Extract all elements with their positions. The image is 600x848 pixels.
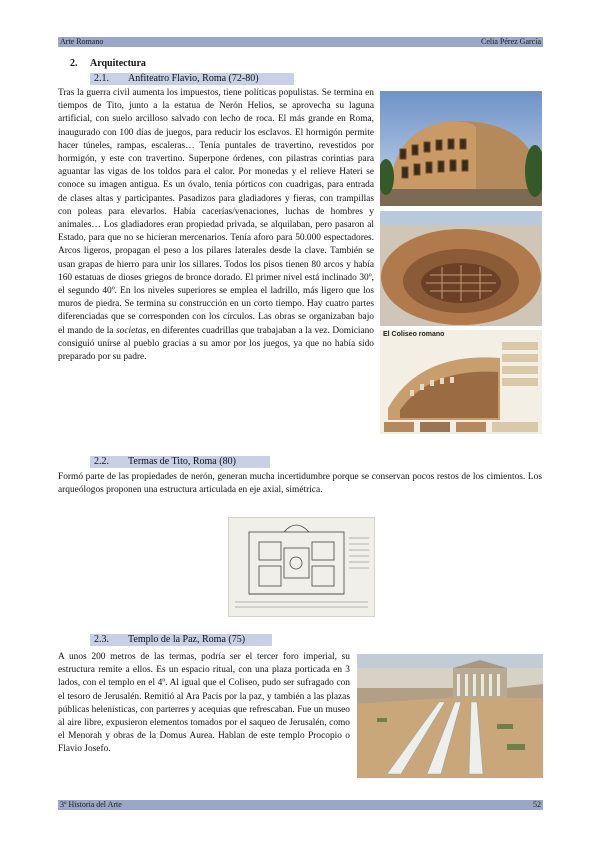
page-header	[58, 37, 543, 47]
section-title: Arquitectura	[90, 58, 146, 69]
subsection-title: Termas de Tito, Roma (80)	[128, 456, 236, 467]
subsection-number: 2.1.	[94, 73, 109, 84]
paragraph-anfiteatro: Tras la guerra civil aumenta los impuestos, tiene políticas populistas. Se termina en tiempos de Tito, junto a la estatua de Nerón Helios, se aprovecha su laguna artificial, con suelo arcilloso salvado con lecho de roca. El más grande en Roma, inaugurado con 100 días de juegos, para reducir los esclavos. El hormigón permite hacer túneles, rampas, escaleras… Tenía puntales de travertino, revestidos por hormigón, y este con travertino. Superpone órdenes, con pilastras corintias para aguantar las vigas de los toldos para el calor. Por monedas y el relieve Hateri se conoce su imagen antigua. Es un óvalo, tenía pórticos con cuadrigas, para entrada de clases altas y participantes. Pasadizos para gladiadores y fieras, con trampillas con poleas para elevarlos. Había cacerías/venaciones, luchas de hombres y animales… Los gladiadores eran propiedad privada, se alquilaban, pero pasaron al Estado, para que no se hicieran mercenarios. Tenía aforo para 50.000 espectadores. Arcos ligeros, propagan el peso a los pilares laterales desde la clave. También se usan grapas de hierro para unir los sillares. Todos los pisos tienen 80 arcos y había 160 estatuas de dioses griegos de bronce dorado. El primer nivel está inclinado 30º, el segundo 40º. En los niveles superiores se emplea el ladrillo, más ligero que los muros de piedra. Se termina su construcción en un corto tiempo. Hay cuatro partes diferenciadas que se corresponden con los círculos. Las obras se organizaban bajo el mando de la societas, en diferentes cuadrillas que trabajaban a la vez. Domiciano consiguió unirse al pueblo gracias a su amor por los juegos, ya que no había sido preparado por su padre.	[58, 88, 374, 363]
infographic-title: El Coliseo romano	[383, 331, 445, 338]
subsection-heading-2-3	[90, 634, 272, 646]
subsection-title: Templo de la Paz, Roma (75)	[128, 634, 246, 645]
subsection-number: 2.3.	[94, 634, 109, 645]
subsection-title: Anfiteatro Flavio, Roma (72-80)	[128, 73, 259, 84]
templo-paz-reconstruction	[357, 654, 543, 778]
section-heading	[70, 58, 146, 69]
page-number: 52	[533, 800, 541, 809]
section-number: 2.	[70, 58, 78, 69]
page-footer	[58, 800, 543, 810]
paragraph-templo-paz: A unos 200 metros de las termas, podría ser el tercer foro imperial, su estructura remite a ellos. Es un espacio ritual, con una plaza porticada en 3 lados, con el templo en el 4º. Al igual que el Coliseo, pudo ser sufragado con el tesoro de Jerusalén. Remitió al Ara Pacis por la paz, y también a las plazas públicas helenísticas, con parterres y acequias que refrescaban. Fue un museo al aire libre, expusieron elementos tomados por el saqueo de Jerusalén, como el Menorah y obras de la Domus Aurea. Hablan de este templo Procopio o Flavio Josefo.	[58, 652, 350, 755]
subsection-heading-2-1	[90, 73, 294, 85]
colosseum-exterior-photo	[380, 91, 542, 206]
header-right: Celia Pérez García	[481, 37, 541, 46]
colosseum-infographic	[380, 330, 542, 434]
termas-plan-drawing	[228, 517, 375, 617]
colosseum-interior-photo	[380, 211, 542, 326]
header-left: Arte Romano	[60, 37, 104, 46]
subsection-heading-2-2	[90, 456, 270, 468]
footer-left: 3º Historia del Arte	[60, 800, 122, 809]
subsection-number: 2.2.	[94, 456, 109, 467]
paragraph-termas: Formó parte de las propiedades de nerón, generan mucha incertidumbre porque se conservan pocos restos de los cimientos. Los arqueólogos proponen una estructura articulada en eje axial, simétrica.	[58, 472, 542, 496]
